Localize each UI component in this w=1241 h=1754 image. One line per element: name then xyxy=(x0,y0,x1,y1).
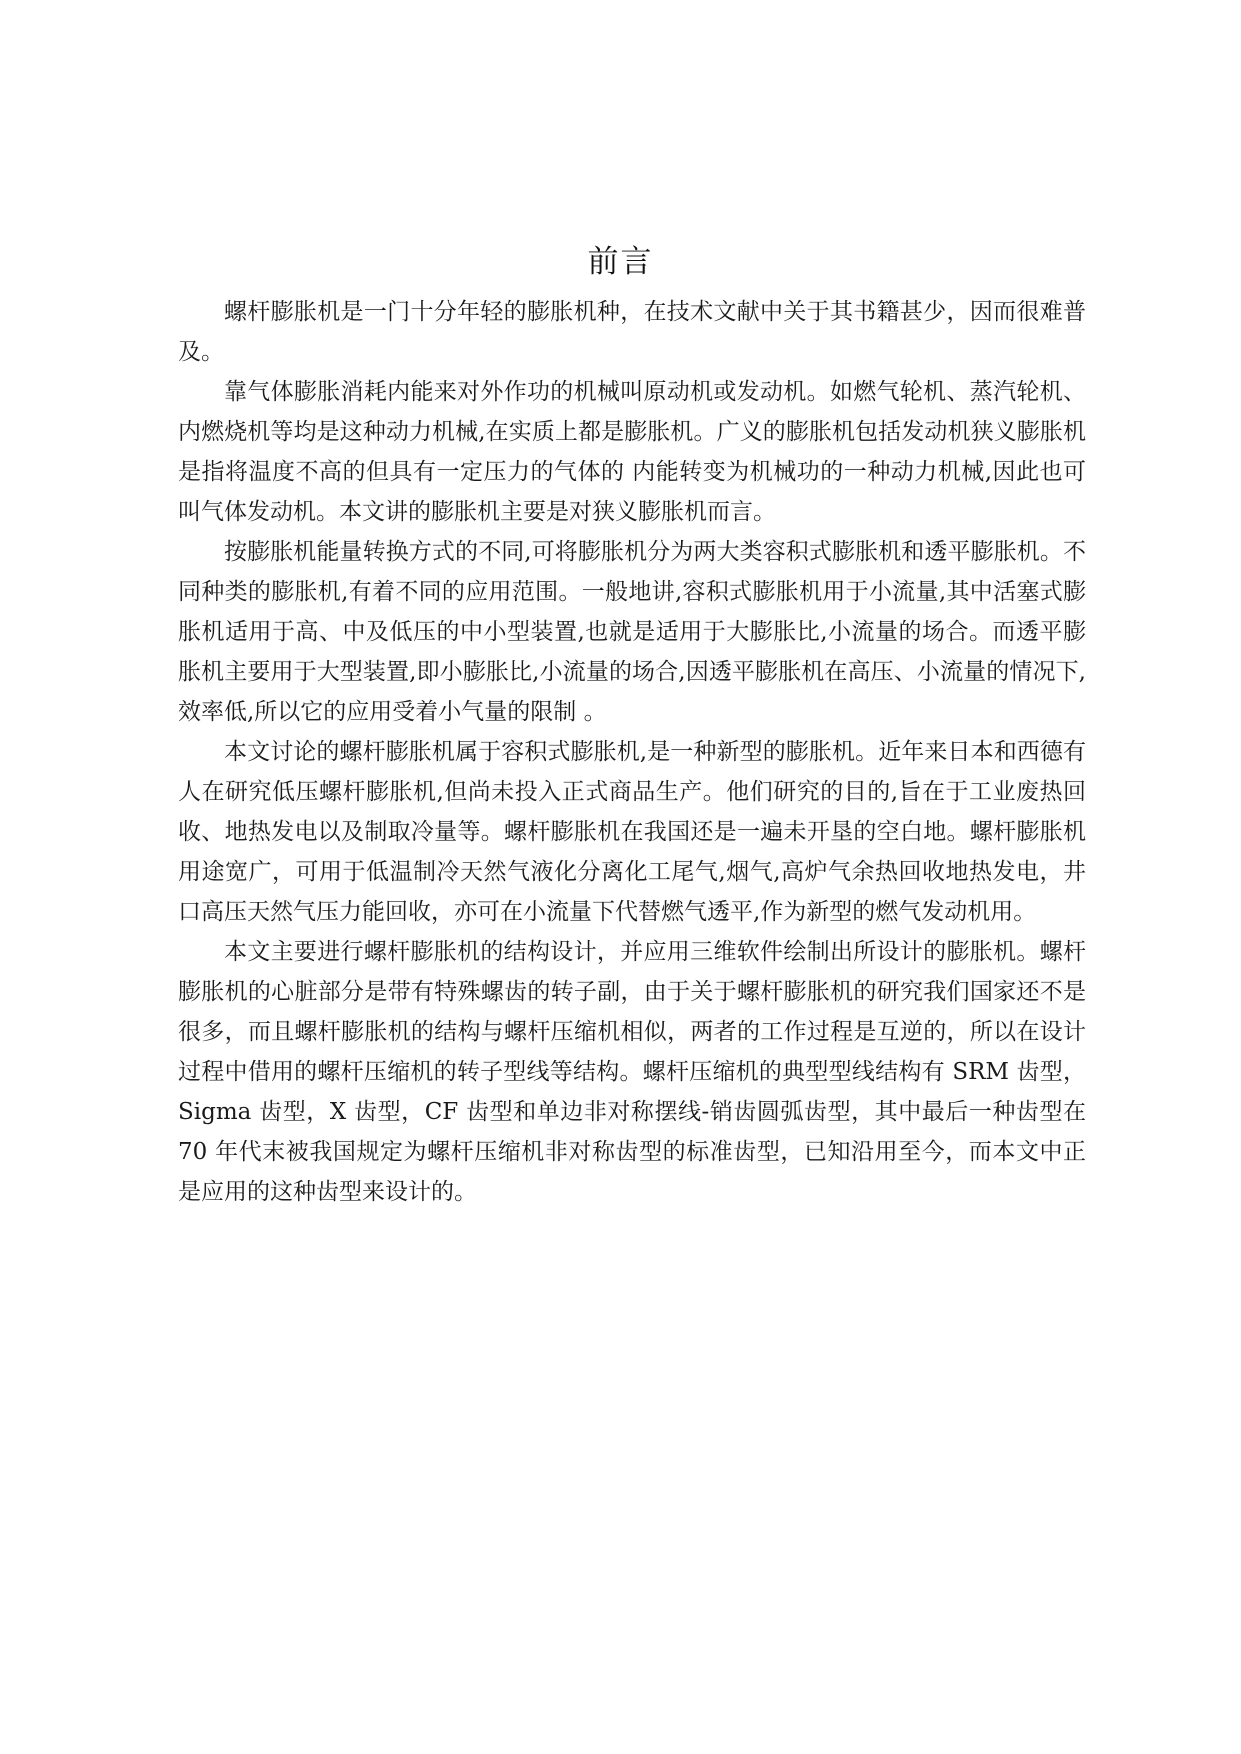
document-body xyxy=(178,292,1086,1212)
paragraph-1: 螺杆膨胀机是一门十分年轻的膨胀机种，在技术文献中关于其书籍甚少，因而很难普及。 xyxy=(178,299,1086,365)
page-title: 前言 xyxy=(587,244,654,280)
paragraph-3: 按膨胀机能量转换方式的不同,可将膨胀机分为两大类容积式膨胀机和透平膨胀机。不同种类的膨胀机,有着不同的应用范围。一般地讲,容积式膨胀机用于小流量,其中活塞式膨胀机适用于高、中及低压的中小型装置,也就是适用于大膨胀比,小流量的场合。而透平膨胀机主要用于大型装置,即小膨胀比,小流量的场合,因透平膨胀机在高压、小流量的情况下,效率低,所以它的应用受着小气量的限制 。 xyxy=(178,539,1086,725)
paragraph-4: 本文讨论的螺杆膨胀机属于容积式膨胀机,是一种新型的膨胀机。近年来日本和西德有人在研究低压螺杆膨胀机,但尚未投入正式商品生产。他们研究的目的,旨在于工业废热回收、地热发电以及制取冷量等。螺杆膨胀机在我国还是一遍未开垦的空白地。螺杆膨胀机用途宽广，可用于低温制冷天然气液化分离化工尾气,烟气,高炉气余热回收地热发电，井口高压天然气压力能回收，亦可在小流量下代替燃气透平,作为新型的燃气发动机用。 xyxy=(178,739,1086,925)
paragraph-5: 本文主要进行螺杆膨胀机的结构设计，并应用三维软件绘制出所设计的膨胀机。螺杆膨胀机的心脏部分是带有特殊螺齿的转子副，由于关于螺杆膨胀机的研究我们国家还不是很多，而且螺杆膨胀机的结构与螺杆压缩机相似，两者的工作过程是互逆的，所以在设计过程中借用的螺杆压缩机的转子型线等结构。螺杆压缩机的典型型线结构有 SRM 齿型，Sigma 齿型，X 齿型，CF 齿型和单边非对称摆线-销齿圆弧齿型，其中最后一种齿型在 70 年代末被我国规定为螺杆压缩机非对称齿型的标准齿型，已知沿用至今，而本文中正是应用的这种齿型来设计的。 xyxy=(178,939,1086,1205)
paragraph-2: 靠气体膨胀消耗内能来对外作功的机械叫原动机或发动机。如燃气轮机、蒸汽轮机、内燃烧机等均是这种动力机械,在实质上都是膨胀机。广义的膨胀机包括发动机狭义膨胀机是指将温度不高的但具有一定压力的气体的 内能转变为机械功的一种动力机械,因此也可叫气体发动机。本文讲的膨胀机主要是对狭义膨胀机而言。 xyxy=(178,379,1086,525)
